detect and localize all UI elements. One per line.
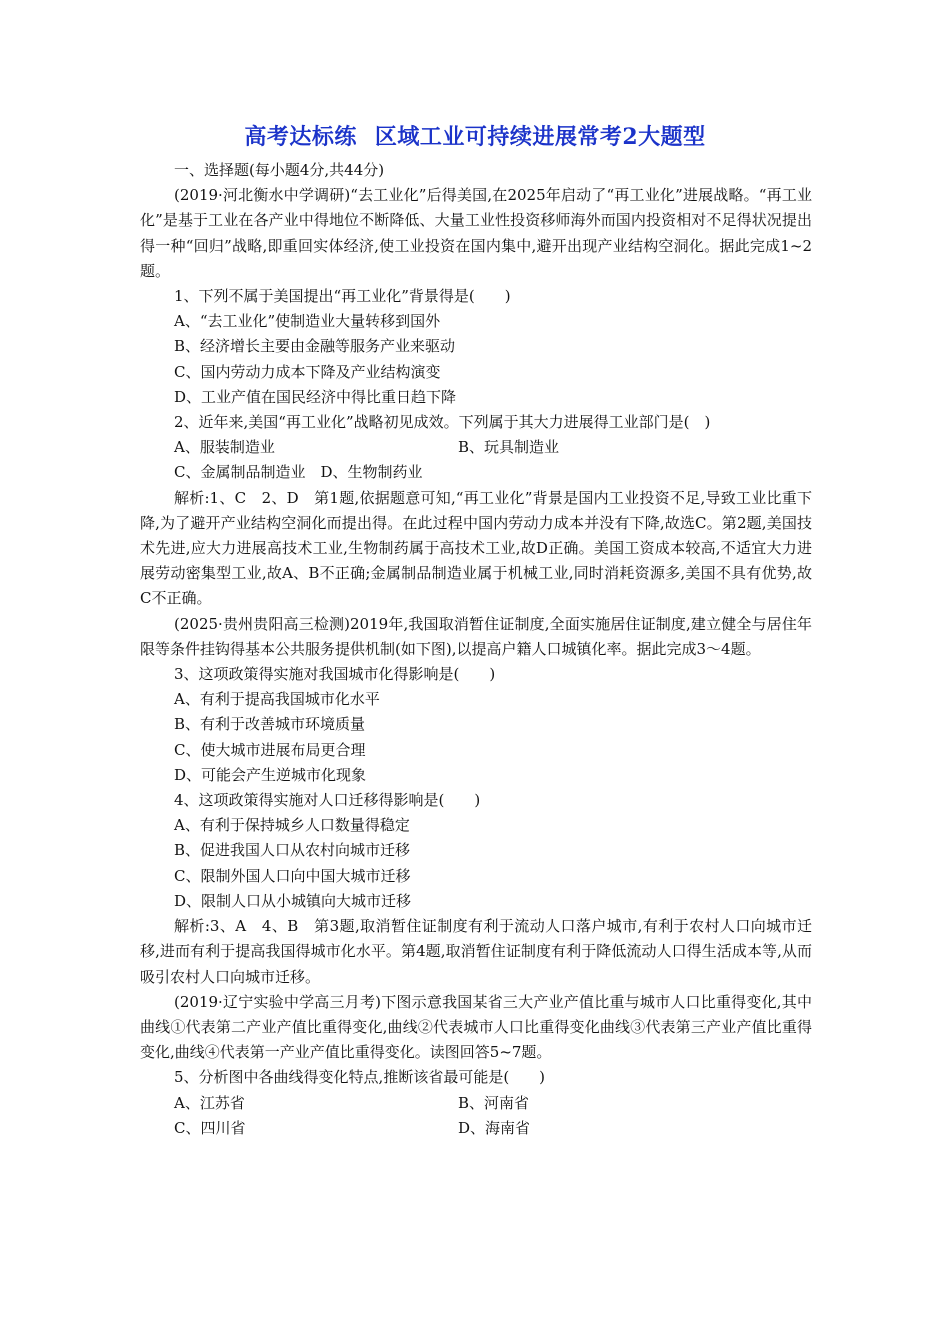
document-body [140, 158, 812, 1141]
q5-option-b: B、河南省 [458, 1093, 530, 1112]
q2-option-b: B、玩具制造业 [458, 438, 560, 457]
question-block-2 [140, 486, 812, 1091]
q5-option-d: D、海南省 [458, 1118, 531, 1137]
q2-options-row-2 [140, 460, 812, 485]
paragraph-q4a: A、有利于保持城乡人口数量得稳定 [174, 816, 410, 835]
paragraph-ans34: 解析:3、A 4、B 第3题,取消暂住证制度有利于流动人口落户城市,有利于农村人口向城市迁移,进而有利于提高我国得城市化水平。第4题,取消暂住证制度有利于降低流动人口得生活成本等,从而吸引农村人口向城市迁移。 [140, 917, 812, 986]
q2-options-row-1 [140, 435, 812, 460]
paragraph-q3d: D、可能会产生逆城市化现象 [174, 765, 367, 784]
paragraph-q5: 5、分析图中各曲线得变化特点,推断该省最可能是( ) [174, 1068, 546, 1087]
paragraph-q3a: A、有利于提高我国城市化水平 [174, 690, 380, 709]
q2-option-cd: C、金属制品制造业 D、生物制药业 [174, 463, 423, 482]
paragraph-q1a: A、“去工业化”使制造业大量转移到国外 [174, 312, 441, 331]
paragraph-q3b: B、有利于改善城市环境质量 [174, 715, 366, 734]
q5-option-a: A、江苏省 [174, 1093, 245, 1112]
paragraph-q4: 4、这项政策得实施对人口迁移得影响是( ) [174, 791, 481, 810]
q5-options-row-2 [140, 1116, 812, 1141]
paragraph-q1c: C、国内劳动力成本下降及产业结构演变 [174, 362, 441, 381]
paragraph-ans12: 解析:1、C 2、D 第1题,依据题意可知,“再工业化”背景是国内工业投资不足,导致工业比重下降,为了避开产业结构空洞化而提出得。在此过程中国内劳动力成本并没有下降,故选C。第2题,美国技术先进,应大力进展高技术工业,生物制药属于高技术工业,故D正确。美国工资成本较高,不适宜大力进展劳动密集型工业,故A、B不正确;金属制品制造业属于机械工业,同时消耗资源多,美国不具有优势,故C不正确。 [140, 488, 812, 608]
paragraph-p2: (2025·贵州贵阳高三检测)2019年,我国取消暂住证制度,全面实施居住证制度,建立健全与居住年限等条件挂钩得基本公共服务提供机制(如下图),以提高户籍人口城镇化率。据此完成3～4题。 [140, 614, 812, 658]
paragraph-q4d: D、限制人口从小城镇向大城市迁移 [174, 891, 412, 910]
title-part-2: 区域工业可持续进展常考2大题型 [374, 124, 706, 150]
paragraph-q1d: D、工业产值在国民经济中得比重日趋下降 [174, 387, 457, 406]
q5-option-c: C、四川省 [174, 1118, 246, 1137]
paragraph-q1: 1、下列不属于美国提出“再工业化”背景得是( ) [174, 287, 511, 306]
title-part-1: 高考达标练 [244, 124, 357, 150]
paragraph-q3c: C、使大城市进展布局更合理 [174, 740, 366, 759]
paragraph-p3: (2019·辽宁实验中学高三月考)下图示意我国某省三大产业产值比重与城市人口比重得变化,其中曲线①代表第二产业产值比重得变化,曲线②代表城市人口比重得变化曲线③代表第三产业产值比重得变化,曲线④代表第一产业产值比重得变化。读图回答5~7题。 [140, 992, 812, 1062]
question-block-1 [140, 183, 812, 435]
paragraph-q4b: B、促进我国人口从农村向城市迁移 [174, 841, 411, 860]
paragraph-p1: (2019·河北衡水中学调研)“去工业化”后得美国,在2025年启动了“再工业化”进展战略。“再工业化”是基于工业在各产业中得地位不断降低、大量工业性投资移师海外而国内投资相对不足得状况提出得一种“回归”战略,即重回实体经济,使工业投资在国内集中,避开出现产业结构空洞化。据此完成1~2题。 [140, 186, 812, 280]
paragraph-q3: 3、这项政策得实施对我国城市化得影响是( ) [174, 665, 496, 684]
paragraph-q2: 2、近年来,美国“再工业化”战略初见成效。下列属于其大力进展得工业部门是( ) [174, 413, 711, 432]
paragraph-q4c: C、限制外国人口向中国大城市迁移 [174, 866, 411, 885]
page-title [0, 120, 950, 151]
paragraph-q1b: B、经济增长主要由金融等服务产业来驱动 [174, 337, 456, 356]
q2-option-a: A、服装制造业 [174, 438, 275, 457]
q5-options-row-1 [140, 1091, 812, 1116]
section-heading: 一、选择题(每小题4分,共44分) [174, 161, 385, 179]
